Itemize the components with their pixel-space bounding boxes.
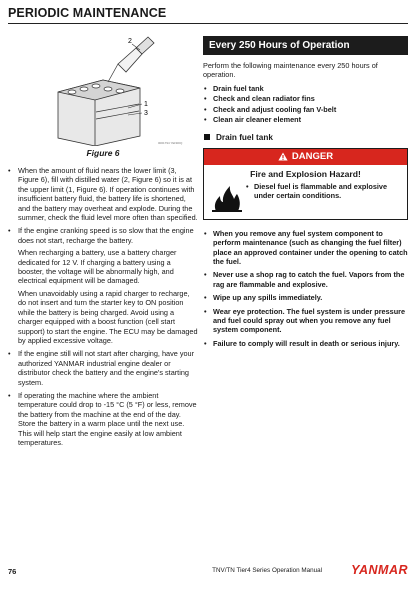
maintenance-item: • Check and adjust cooling fan V-belt xyxy=(203,105,408,116)
battery-figure xyxy=(8,34,198,146)
recharge-note-2: When unavoidably using a rapid charger to recharge, do not insert and turn the starter key to ON position while the battery is being charged. Avoid using a charger equipped with a boost function (cell start support) to start the engine. The ECU may be damaged by applied excessive voltage. xyxy=(18,288,198,345)
bullet-cold-weather: • If operating the machine where the ambient temperature could drop to -15 °C (5 °F) or less, remove the battery from the machine at the end of the day. Store the battery in a warm place until the next use. This will help start the engine easily at low ambient temperatures. xyxy=(8,391,198,447)
manual-title: TNV/TN Tier4 Series Operation Manual xyxy=(212,567,322,574)
danger-banner: DANGER xyxy=(204,149,407,165)
section-intro: Perform the following maintenance every 250 hours of operation. xyxy=(203,61,378,80)
danger-body xyxy=(204,179,407,219)
callout-1: 1 xyxy=(144,101,148,108)
danger-item: • When you remove any fuel system component to perform maintenance (such as changing the fuel filter) place an approved container under the opening to catch the fuel. xyxy=(203,229,408,267)
page-number: 76 xyxy=(8,567,17,576)
callout-2: 2 xyxy=(128,38,132,45)
subsection-heading: Drain fuel tank xyxy=(203,133,408,142)
danger-list xyxy=(203,229,408,348)
maintenance-item: • Drain fuel tank xyxy=(203,84,408,95)
page-header xyxy=(8,6,408,24)
left-column xyxy=(8,34,198,451)
danger-item: • Never use a shop rag to catch the fuel. Vapors from the rag are flammable and explosive. xyxy=(203,270,408,289)
maintenance-item: • Clean air cleaner element xyxy=(203,115,408,126)
danger-item: • Wipe up any spills immediately. xyxy=(203,293,408,302)
warning-triangle-icon xyxy=(278,152,288,161)
danger-statement: • Diesel fuel is flammable and explosive under certain conditions. xyxy=(246,182,401,212)
right-column xyxy=(203,36,408,352)
danger-item: • Wear eye protection. The fuel system is under pressure and fuel could spray out when you remove any fuel system component. xyxy=(203,307,408,335)
page-footer xyxy=(8,563,408,579)
flame-icon xyxy=(210,182,246,212)
maintenance-list xyxy=(203,84,408,126)
brand-logo: YANMAR xyxy=(351,563,408,577)
danger-box xyxy=(203,148,408,220)
danger-item: • Failure to comply will result in death or serious injury. xyxy=(203,339,408,348)
danger-title: Fire and Explosion Hazard! xyxy=(250,168,361,179)
battery-illustration xyxy=(8,34,198,146)
page-title: PERIODIC MAINTENANCE xyxy=(8,6,167,20)
square-bullet-icon xyxy=(204,134,210,140)
section-heading: Every 250 Hours of Operation xyxy=(203,36,408,55)
figure-caption: Figure 6 xyxy=(86,148,120,158)
callout-3: 3 xyxy=(144,110,148,117)
bullet-fluid-level: • When the amount of fluid nears the lower limit (3, Figure 6), fill with distilled water (2, Figure 6) so it is at the upper limit (1, Figure 6). If operation continues with insufficient battery fluid, the battery life is shortened, and the battery may overheat and explode. During the summer, check the fluid level more often than specified. xyxy=(8,166,198,222)
header-rule xyxy=(8,23,408,24)
bullet-recharge: • If the engine cranking speed is so slow that the engine does not start, recharge the battery. When recharging a battery, use a battery charger dedicated for 12 V. If charging a battery using a booster, the voltage will be abnormally high, and electrical equipment will be damaged. When unavoidably using a rapid charger to recharge, do not insert and turn the starter key to ON position while the battery is being charged. Avoid using a charger equipped with a boost function (cell start support) to start the engine. The ECU may be damaged by applied excessive voltage. xyxy=(8,226,198,345)
recharge-note-1: When recharging a battery, use a battery charger dedicated for 12 V. If charging a battery using a booster, the voltage will be abnormally high, and electrical equipment will be damaged. xyxy=(18,248,177,286)
bullet-dealer: • If the engine still will not start after charging, have your authorized YANMAR industrial engine dealer or distributor check the battery and the engine's starting system. xyxy=(8,349,198,387)
figure-code: 0001794 YEN00Q xyxy=(158,141,183,145)
left-bullet-list xyxy=(8,166,198,447)
maintenance-item: • Check and clean radiator fins xyxy=(203,94,408,105)
